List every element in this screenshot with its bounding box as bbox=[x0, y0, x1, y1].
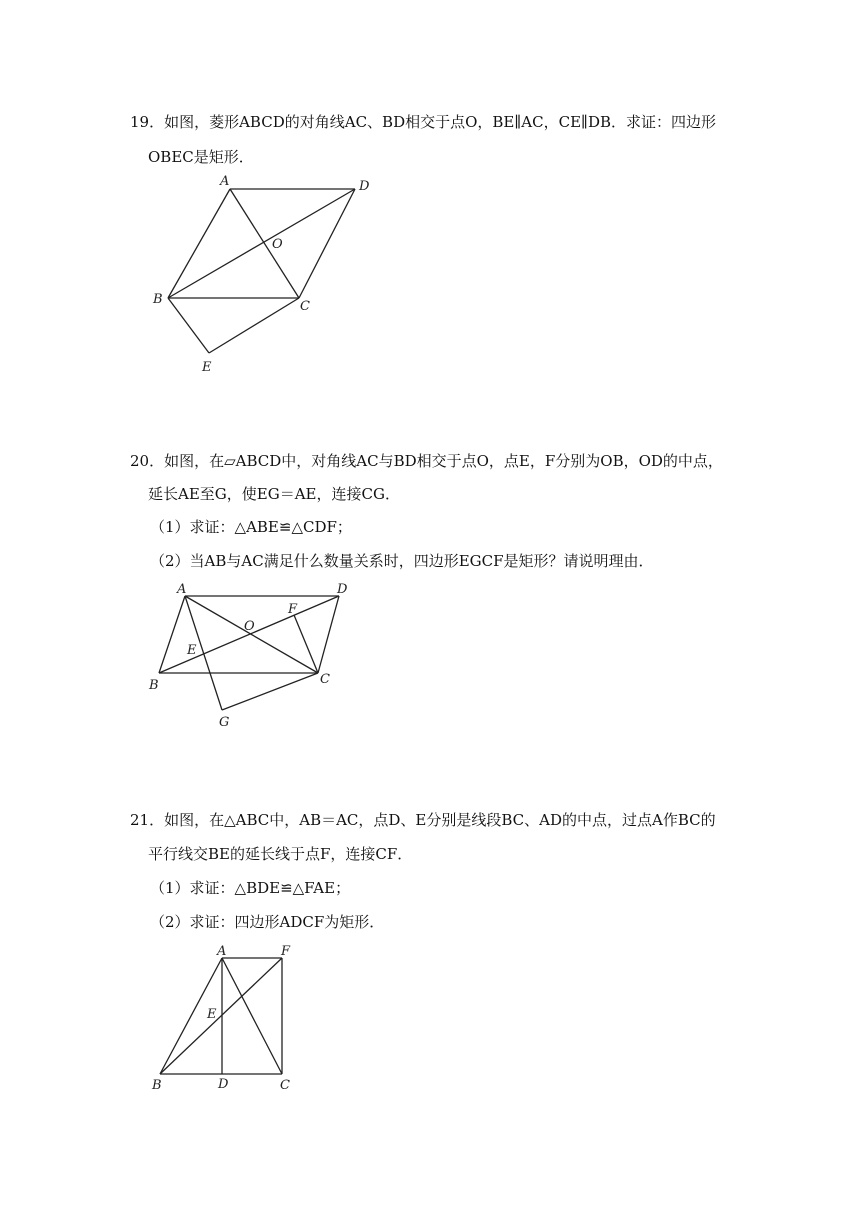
problem-19-line-2: OBEC是矩形． bbox=[148, 148, 254, 166]
segment-FC bbox=[294, 615, 318, 673]
segment-AB bbox=[159, 596, 185, 673]
segment-GC bbox=[222, 673, 318, 710]
problem-21-part-2: （2）求证：四边形ADCF为矩形． bbox=[150, 913, 385, 931]
segment-AC bbox=[185, 596, 318, 673]
segment-AC bbox=[222, 958, 282, 1074]
label-E: E bbox=[202, 360, 212, 375]
problem-text: 如图，在▱ABCD中，对角线AC与BD相交于点O，点E，F分别为OB，OD的中点， bbox=[164, 452, 723, 470]
figure-20-parallelogram bbox=[140, 575, 380, 739]
problem-text: 如图，菱形ABCD的对角线AC、BD相交于点O，BE∥AC，CE∥DB．求证：四边形 bbox=[164, 113, 717, 131]
label-C: C bbox=[320, 672, 330, 687]
problem-20-line-1 bbox=[130, 451, 723, 471]
segment-BF bbox=[160, 958, 282, 1074]
problem-number: 20． bbox=[130, 452, 165, 470]
problem-text: 如图，在△ABC中，AB＝AC，点D、E分别是线段BC、AD的中点，过点A作BC的 bbox=[164, 811, 716, 829]
label-D: D bbox=[218, 1077, 229, 1092]
label-E: E bbox=[207, 1007, 217, 1022]
problem-21-part-1: （1）求证：△BDE≌△FAE； bbox=[150, 879, 351, 897]
label-C: C bbox=[300, 299, 310, 314]
label-G: G bbox=[219, 715, 230, 730]
problem-number: 19． bbox=[130, 113, 165, 131]
label-B: B bbox=[153, 292, 163, 307]
segment-DC bbox=[318, 596, 339, 673]
label-O: O bbox=[244, 619, 255, 634]
label-F: F bbox=[281, 944, 291, 959]
label-D: D bbox=[359, 179, 370, 194]
label-A: A bbox=[217, 944, 227, 959]
label-B: B bbox=[149, 678, 159, 693]
problem-20-part-1: （1）求证：△ABE≌△CDF； bbox=[150, 518, 352, 536]
label-C: C bbox=[280, 1078, 290, 1093]
label-F: F bbox=[288, 602, 298, 617]
label-E: E bbox=[187, 643, 197, 658]
problem-20-line-2: 延长AE至G，使EG＝AE，连接CG． bbox=[148, 485, 400, 503]
segment-BD bbox=[159, 596, 339, 673]
segment-AC bbox=[230, 189, 299, 298]
label-B: B bbox=[152, 1078, 162, 1093]
label-D: D bbox=[337, 582, 348, 597]
problem-19-line-1 bbox=[130, 112, 716, 132]
figure-19-rhombus bbox=[140, 170, 400, 384]
label-A: A bbox=[220, 174, 230, 189]
problem-number: 21． bbox=[130, 811, 165, 829]
problem-20-part-2: （2）当AB与AC满足什么数量关系时，四边形EGCF是矩形？请说明理由． bbox=[150, 552, 654, 570]
figure-21-rectangle bbox=[140, 940, 320, 1104]
label-A: A bbox=[177, 582, 187, 597]
segment-BE bbox=[168, 298, 209, 353]
segment-AB bbox=[168, 189, 230, 298]
problem-21-line-2: 平行线交BE的延长线于点F，连接CF． bbox=[148, 845, 413, 863]
label-O: O bbox=[272, 237, 283, 252]
segment-EC bbox=[209, 298, 299, 353]
problem-21-line-1 bbox=[130, 810, 716, 830]
